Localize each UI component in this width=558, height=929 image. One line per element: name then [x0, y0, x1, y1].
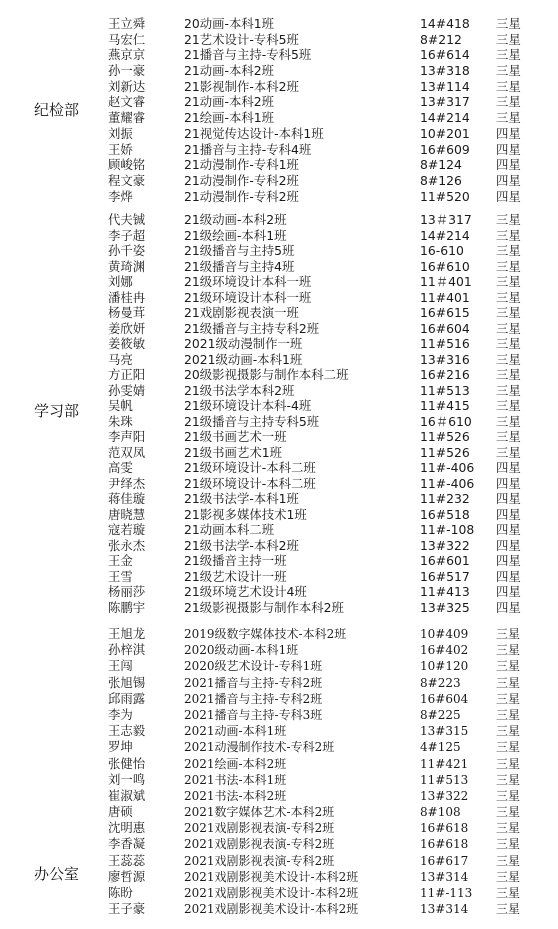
dorm-room: 16#617 — [420, 853, 469, 868]
star-rating: 四星 — [496, 568, 521, 584]
member-name: 张旭锡 — [108, 674, 146, 690]
member-row — [0, 94, 558, 110]
member-row — [0, 305, 558, 321]
member-name: 方正阳 — [108, 367, 146, 382]
member-name: 李烨 — [108, 188, 133, 204]
star-rating: 三星 — [496, 805, 521, 820]
member-class: 2021动画-本科1班 — [184, 724, 287, 739]
member-class: 2021动漫制作技术-专科2班 — [184, 740, 335, 755]
member-name: 范双凤 — [108, 444, 146, 460]
member-name: 刘振 — [108, 125, 133, 141]
member-row — [0, 788, 558, 804]
dorm-room: 16#517 — [420, 568, 470, 584]
member-class: 21级环境设计-本科二班 — [184, 460, 316, 475]
member-row — [0, 189, 558, 205]
member-row — [0, 569, 558, 585]
member-row — [0, 707, 558, 723]
member-name: 王旭龙 — [108, 626, 146, 641]
dorm-room: 13#315 — [420, 724, 469, 739]
member-name: 孙千姿 — [108, 243, 146, 258]
member-name: 尹绎杰 — [108, 475, 146, 491]
dorm-room: 11#421 — [420, 756, 469, 771]
dorm-room: 13＃317 — [420, 212, 472, 227]
member-name: 王雪 — [108, 568, 133, 584]
member-class: 2021戏剧影视美术设计-本科2班 — [184, 902, 359, 917]
dorm-room: 16#604 — [420, 320, 470, 336]
dorm-room: 11#516 — [420, 336, 470, 351]
star-rating: 三星 — [496, 31, 521, 47]
member-class: 21级播音主持一班 — [184, 553, 287, 568]
star-rating: 三星 — [496, 740, 521, 755]
star-rating: 四星 — [496, 522, 521, 537]
star-rating: 四星 — [496, 491, 521, 506]
dept-label: 学习部 — [34, 402, 80, 420]
member-class: 2021播音与主持-专科2班 — [184, 691, 323, 706]
member-name: 王立舜 — [108, 16, 146, 31]
section-bangongshi — [0, 626, 558, 917]
member-class: 2021级动漫制作一班 — [184, 336, 303, 351]
member-row — [0, 491, 558, 507]
member-class: 21级影视摄影与制作本科2班 — [184, 599, 344, 615]
star-rating: 三星 — [496, 78, 521, 94]
dorm-room: 8#126 — [420, 172, 462, 188]
member-name: 吴帆 — [108, 398, 133, 413]
member-list — [0, 16, 558, 204]
member-name: 李香凝 — [108, 836, 146, 852]
member-name: 顾峻铭 — [108, 157, 146, 173]
member-name: 廖哲源 — [108, 868, 146, 884]
member-class: 2021戏剧影视表演-专科2班 — [184, 837, 335, 852]
dorm-room: 8#124 — [420, 157, 462, 173]
dept-label: 办公室 — [34, 865, 80, 883]
star-rating: 三星 — [496, 274, 521, 289]
member-row — [0, 16, 558, 32]
star-rating: 四星 — [496, 584, 521, 599]
star-rating: 四星 — [496, 553, 521, 568]
dorm-room: 13#322 — [420, 788, 469, 803]
dorm-room: 11#413 — [420, 584, 470, 599]
star-rating: 三星 — [496, 305, 521, 320]
member-class: 21级播音与主持4班 — [184, 258, 295, 274]
star-rating: 三星 — [496, 886, 521, 900]
member-class: 21动画-本科2班 — [184, 94, 275, 110]
member-name: 董耀睿 — [108, 110, 146, 126]
member-class: 21级环境设计-本科二班 — [184, 475, 316, 491]
member-name: 孙雯婧 — [108, 382, 146, 398]
star-rating: 三星 — [496, 707, 521, 722]
member-class: 21级书画艺术一班 — [184, 429, 287, 444]
member-class: 2020级艺术设计-专科1班 — [184, 659, 323, 674]
member-list — [0, 212, 558, 615]
member-class: 21播音与主持-专科4班 — [184, 141, 312, 157]
dorm-room: 11#526 — [420, 444, 470, 460]
member-class: 2021播音与主持-专科3班 — [184, 707, 323, 722]
star-rating: 四星 — [496, 460, 521, 475]
member-class: 21视觉传达设计-本科1班 — [184, 125, 324, 141]
member-class: 21戏剧影视表演一班 — [184, 305, 299, 320]
member-row — [0, 538, 558, 554]
star-rating: 三星 — [496, 853, 521, 868]
member-name: 刘娜 — [108, 274, 133, 289]
member-row — [0, 804, 558, 820]
member-name: 代夫铖 — [108, 212, 146, 227]
star-rating: 三星 — [496, 110, 521, 126]
member-class: 20动画-本科1班 — [184, 16, 275, 31]
member-class: 2021戏剧影视美术设计-本科2班 — [184, 886, 359, 900]
dorm-room: 16-610 — [420, 243, 464, 258]
dorm-room: 13#317 — [420, 94, 470, 110]
member-name: 蒋佳璇 — [108, 491, 146, 506]
member-name: 张健怡 — [108, 755, 146, 771]
member-name: 马亮 — [108, 351, 133, 367]
star-rating: 三星 — [496, 659, 521, 674]
dorm-room: 16#609 — [420, 141, 470, 157]
dorm-room: 16＃610 — [420, 413, 472, 429]
dorm-room: 16#618 — [420, 837, 469, 852]
member-name: 唐硕 — [108, 804, 133, 820]
dorm-room: 13#316 — [420, 351, 470, 367]
member-row — [0, 600, 558, 616]
member-name: 杨曼茸 — [108, 305, 146, 320]
member-name: 李声阳 — [108, 429, 146, 444]
star-rating: 四星 — [496, 188, 521, 204]
member-name: 孙梓淇 — [108, 642, 146, 658]
member-name: 王娇 — [108, 141, 133, 157]
dorm-room: 11#513 — [420, 772, 469, 787]
member-name: 邱雨露 — [108, 690, 146, 706]
dorm-room: 11#-406 — [420, 460, 475, 475]
dorm-room: 13#318 — [420, 63, 470, 79]
dorm-room: 11＃401 — [420, 274, 472, 289]
member-class: 21动画-本科2班 — [184, 63, 275, 79]
member-row — [0, 274, 558, 290]
star-rating: 四星 — [496, 157, 521, 173]
member-class: 2021级动画-本科1班 — [184, 351, 303, 367]
dorm-room: 11#-113 — [420, 886, 473, 900]
member-name: 崔淑斌 — [108, 787, 146, 803]
star-rating: 三星 — [496, 675, 521, 690]
member-class: 21级环境艺术设计4班 — [184, 584, 307, 599]
member-row — [0, 142, 558, 158]
member-row — [0, 522, 558, 538]
dorm-room: 8#225 — [420, 707, 461, 722]
dorm-room: 11#415 — [420, 398, 470, 413]
member-name: 高雯 — [108, 460, 133, 475]
member-class: 21影视制作-本科2班 — [184, 78, 299, 94]
section-xuexi — [0, 212, 558, 615]
member-name: 李子超 — [108, 227, 146, 243]
member-name: 王金 — [108, 553, 133, 568]
dorm-room: 13#314 — [420, 869, 469, 884]
member-row — [0, 584, 558, 600]
member-class: 21动画本科二班 — [184, 522, 275, 537]
star-rating: 三星 — [496, 94, 521, 110]
member-row — [0, 173, 558, 189]
member-class: 2021戏剧影视表演-专科2班 — [184, 853, 335, 868]
member-class: 2019级数字媒体技术-本科2班 — [184, 627, 347, 641]
member-class: 21级环境设计本科一班 — [184, 289, 312, 305]
star-rating: 三星 — [496, 756, 521, 771]
member-class: 21级书法学-本科2班 — [184, 537, 299, 553]
member-class: 21播音与主持-专科5班 — [184, 47, 312, 63]
member-class: 21级艺术设计一班 — [184, 568, 287, 584]
member-name: 李为 — [108, 706, 133, 722]
member-class: 21级播音与主持专科5班 — [184, 413, 320, 429]
star-rating: 三星 — [496, 351, 521, 367]
star-rating: 三星 — [496, 869, 521, 884]
member-row — [0, 445, 558, 461]
dorm-room: 16#614 — [420, 47, 470, 63]
member-class: 21动漫制作-专科2班 — [184, 172, 299, 188]
dorm-room: 14#214 — [420, 227, 470, 243]
member-row — [0, 321, 558, 337]
star-rating: 三星 — [496, 336, 521, 351]
member-row — [0, 460, 558, 476]
member-row — [0, 836, 558, 852]
dorm-room: 13#314 — [420, 902, 469, 917]
member-name: 潘桂冉 — [108, 289, 146, 305]
star-rating: 三星 — [496, 429, 521, 444]
star-rating: 四星 — [496, 172, 521, 188]
member-name: 赵文睿 — [108, 94, 146, 110]
section-jijian — [0, 16, 558, 204]
member-row — [0, 398, 558, 414]
dorm-room: 11#513 — [420, 382, 470, 398]
member-list — [0, 626, 558, 917]
member-class: 21级书法学本科2班 — [184, 382, 295, 398]
member-row — [0, 429, 558, 445]
member-row — [0, 47, 558, 63]
star-rating: 三星 — [496, 320, 521, 336]
dorm-room: 11#520 — [420, 188, 470, 204]
member-class: 21影视多媒体技术1班 — [184, 506, 307, 522]
dorm-room: 8#212 — [420, 31, 462, 47]
member-name: 寇若璇 — [108, 522, 146, 537]
dorm-room: 11#526 — [420, 429, 470, 444]
member-name: 张永杰 — [108, 537, 146, 553]
member-class: 2021书法-本科2班 — [184, 788, 287, 803]
member-class: 2021播音与主持-专科2班 — [184, 675, 323, 690]
dorm-room: 14#214 — [420, 110, 470, 126]
dorm-room: 14#418 — [420, 16, 470, 31]
member-name: 杨丽莎 — [108, 584, 146, 599]
member-name: 沈明惠 — [108, 820, 146, 836]
star-rating: 三星 — [496, 902, 521, 917]
dorm-room: 11#401 — [420, 289, 470, 305]
member-row — [0, 675, 558, 691]
member-row — [0, 63, 558, 79]
dorm-room: 13#325 — [420, 599, 470, 615]
star-rating: 三星 — [496, 382, 521, 398]
member-name: 姜筱敏 — [108, 336, 146, 351]
member-name: 姜欣妍 — [108, 320, 146, 336]
member-class: 21级播音与主持专科2班 — [184, 320, 320, 336]
dorm-room: 11#-108 — [420, 522, 475, 537]
member-row — [0, 476, 558, 492]
dorm-room: 8#108 — [420, 805, 461, 820]
member-row — [0, 290, 558, 306]
member-row — [0, 723, 558, 739]
member-row — [0, 901, 558, 917]
dorm-room: 10#201 — [420, 125, 470, 141]
member-row — [0, 110, 558, 126]
dorm-room: 16#402 — [420, 643, 469, 658]
star-rating: 三星 — [496, 16, 521, 31]
member-row — [0, 383, 558, 399]
member-row — [0, 352, 558, 368]
star-rating: 三星 — [496, 444, 521, 460]
member-name: 王子豪 — [108, 901, 146, 917]
member-class: 21级播音与主持5班 — [184, 243, 295, 258]
dept-label: 纪检部 — [34, 101, 80, 119]
star-rating: 三星 — [496, 243, 521, 258]
dorm-room: 16#518 — [420, 506, 470, 522]
star-rating: 四星 — [496, 475, 521, 491]
dorm-room: 16#618 — [420, 821, 469, 836]
member-class: 2020级动画-本科1班 — [184, 643, 299, 658]
member-row — [0, 157, 558, 173]
member-class: 21级书画艺术1班 — [184, 444, 282, 460]
star-rating: 三星 — [496, 643, 521, 658]
star-rating: 三星 — [496, 691, 521, 706]
star-rating: 三星 — [496, 367, 521, 382]
dorm-room: 13#114 — [420, 78, 470, 94]
star-rating: 三星 — [496, 788, 521, 803]
star-rating: 三星 — [496, 724, 521, 739]
member-row — [0, 212, 558, 228]
member-name: 刘一鸣 — [108, 771, 146, 787]
member-row — [0, 553, 558, 569]
member-row — [0, 228, 558, 244]
dorm-room: 16#615 — [420, 305, 470, 320]
star-rating: 三星 — [496, 63, 521, 79]
member-row — [0, 869, 558, 885]
dorm-room: 16#604 — [420, 691, 469, 706]
member-row — [0, 756, 558, 772]
member-name: 陈鹏宇 — [108, 599, 146, 615]
member-row — [0, 853, 558, 869]
star-rating: 四星 — [496, 125, 521, 141]
member-row — [0, 259, 558, 275]
member-name: 陈盼 — [108, 885, 133, 900]
member-row — [0, 772, 558, 788]
member-row — [0, 642, 558, 658]
member-name: 王闯 — [108, 658, 133, 674]
member-class: 2021数字媒体艺术-本科2班 — [184, 805, 335, 820]
dorm-room: 16#216 — [420, 367, 470, 382]
star-rating: 三星 — [496, 258, 521, 274]
member-row — [0, 414, 558, 430]
member-name: 马宏仁 — [108, 31, 146, 47]
member-class: 2021书法-本科1班 — [184, 772, 287, 787]
member-class: 21级环境设计本科-4班 — [184, 398, 312, 413]
member-name: 黄琦渊 — [108, 258, 146, 274]
star-rating: 三星 — [496, 837, 521, 852]
member-class: 20级影视摄影与制作本科二班 — [184, 367, 349, 382]
member-class: 2021戏剧影视美术设计-本科2班 — [184, 869, 359, 884]
dorm-room: 4#125 — [420, 740, 461, 755]
member-row — [0, 243, 558, 259]
dorm-room: 16#601 — [420, 553, 470, 568]
member-class: 21艺术设计-专科5班 — [184, 31, 299, 47]
star-rating: 三星 — [496, 47, 521, 63]
member-class: 2021戏剧影视表演-专科2班 — [184, 821, 335, 836]
star-rating: 三星 — [496, 627, 521, 641]
dorm-room: 10#409 — [420, 627, 469, 641]
member-row — [0, 658, 558, 674]
star-rating: 三星 — [496, 227, 521, 243]
dorm-room: 8#223 — [420, 675, 461, 690]
member-name: 燕京京 — [108, 47, 146, 63]
member-row — [0, 79, 558, 95]
member-name: 王志毅 — [108, 723, 146, 739]
dorm-room: 16#610 — [420, 258, 470, 274]
star-rating: 四星 — [496, 141, 521, 157]
member-name: 唐晓慧 — [108, 506, 146, 522]
star-rating: 四星 — [496, 599, 521, 615]
star-rating: 四星 — [496, 537, 521, 553]
member-class: 21级绘画-本科1班 — [184, 227, 287, 243]
member-row — [0, 507, 558, 523]
dorm-room: 10#120 — [420, 659, 469, 674]
star-rating: 三星 — [496, 212, 521, 227]
star-rating: 三星 — [496, 821, 521, 836]
member-row — [0, 32, 558, 48]
member-class: 21动漫制作-专科2班 — [184, 188, 299, 204]
member-row — [0, 336, 558, 352]
member-class: 21绘画-本科1班 — [184, 110, 275, 126]
member-name: 程文豪 — [108, 172, 146, 188]
member-name: 朱珠 — [108, 413, 133, 429]
member-class: 21级动画-本科2班 — [184, 212, 287, 227]
member-row — [0, 739, 558, 755]
member-name: 王蕊蕊 — [108, 852, 146, 868]
star-rating: 三星 — [496, 772, 521, 787]
member-row — [0, 691, 558, 707]
member-name: 罗坤 — [108, 739, 133, 755]
member-class: 21级书法学-本科1班 — [184, 491, 299, 506]
dorm-room: 13#322 — [420, 537, 470, 553]
dorm-room: 11#232 — [420, 491, 470, 506]
member-class: 2021绘画-本科2班 — [184, 756, 287, 771]
member-row — [0, 367, 558, 383]
dorm-room: 11#-406 — [420, 475, 475, 491]
star-rating: 四星 — [496, 506, 521, 522]
member-class: 21动漫制作-专科1班 — [184, 157, 299, 173]
member-class: 21级环境设计本科一班 — [184, 274, 312, 289]
member-row — [0, 885, 558, 901]
member-row — [0, 626, 558, 642]
star-rating: 三星 — [496, 289, 521, 305]
star-rating: 三星 — [496, 413, 521, 429]
star-rating: 三星 — [496, 398, 521, 413]
member-name: 孙一豪 — [108, 63, 146, 79]
member-row — [0, 126, 558, 142]
member-name: 刘新达 — [108, 78, 146, 94]
member-row — [0, 820, 558, 836]
